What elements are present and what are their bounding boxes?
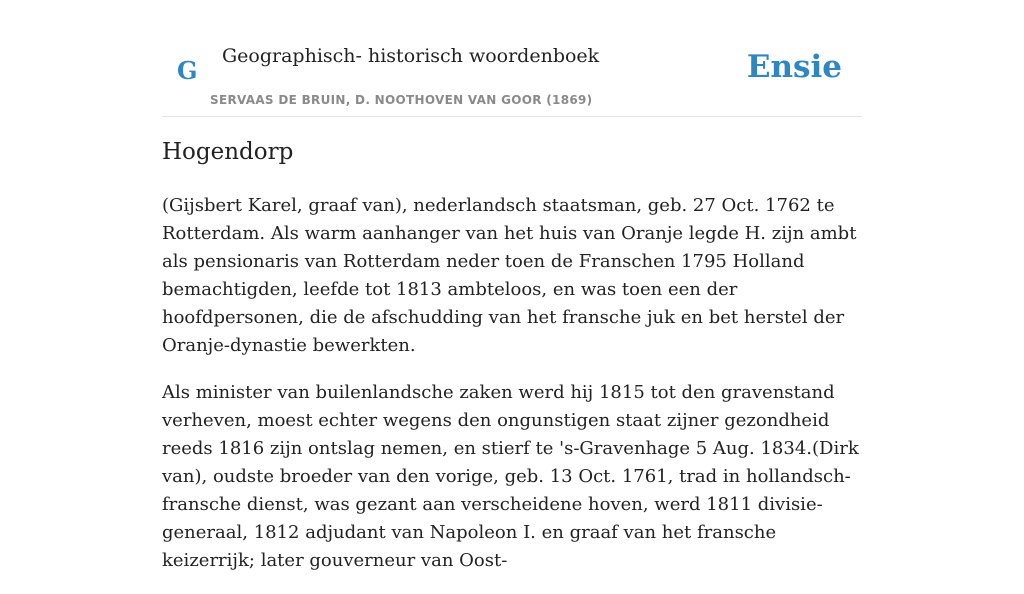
- book-title[interactable]: Geographisch- historisch woordenboek: [222, 45, 600, 67]
- article-paragraph: Als minister van builenlandsche zaken werd hij 1815 tot den gravenstand verheven, moest echter wegens den ongunstigen staat zijner gezondheid reeds 1816 zijn ontslag nemen, en stierf te 's-Gravenhage 5 Aug. 1834.(Dirk van), oudste broeder van den vorige, geb. 13 Oct. 1761, trad in hollandsch-fransche dienst, was gezant aan verscheidene hoven, werd 1811 divisie-generaal, 1812 adjudant van Napoleon I. en graaf van het fransche keizerrijk; later gouverneur van Oost-: [162, 382, 859, 571]
- book-logo-letter[interactable]: G: [177, 56, 198, 85]
- book-authors: SERVAAS DE BRUIN, D. NOOTHOVEN VAN GOOR (1869): [210, 93, 593, 107]
- article-body: [162, 192, 862, 594]
- header: [162, 0, 862, 117]
- article-title: Hogendorp: [162, 139, 294, 165]
- article-paragraph: (Gijsbert Karel, graaf van), nederlandsch staatsman, geb. 27 Oct. 1762 te Rotterdam. Als warm aanhanger van het huis van Oranje legde H. zijn ambt als pensionaris van Rotterdam neder toen de Franschen 1795 Holland bemachtigden, leefde tot 1813 ambteloos, en was toen een der hoofdpersonen, die de afschudding van het fransche juk en bet herstel der Oranje-dynastie bewerkten.: [162, 195, 857, 356]
- brand-logo[interactable]: Ensie: [746, 49, 842, 85]
